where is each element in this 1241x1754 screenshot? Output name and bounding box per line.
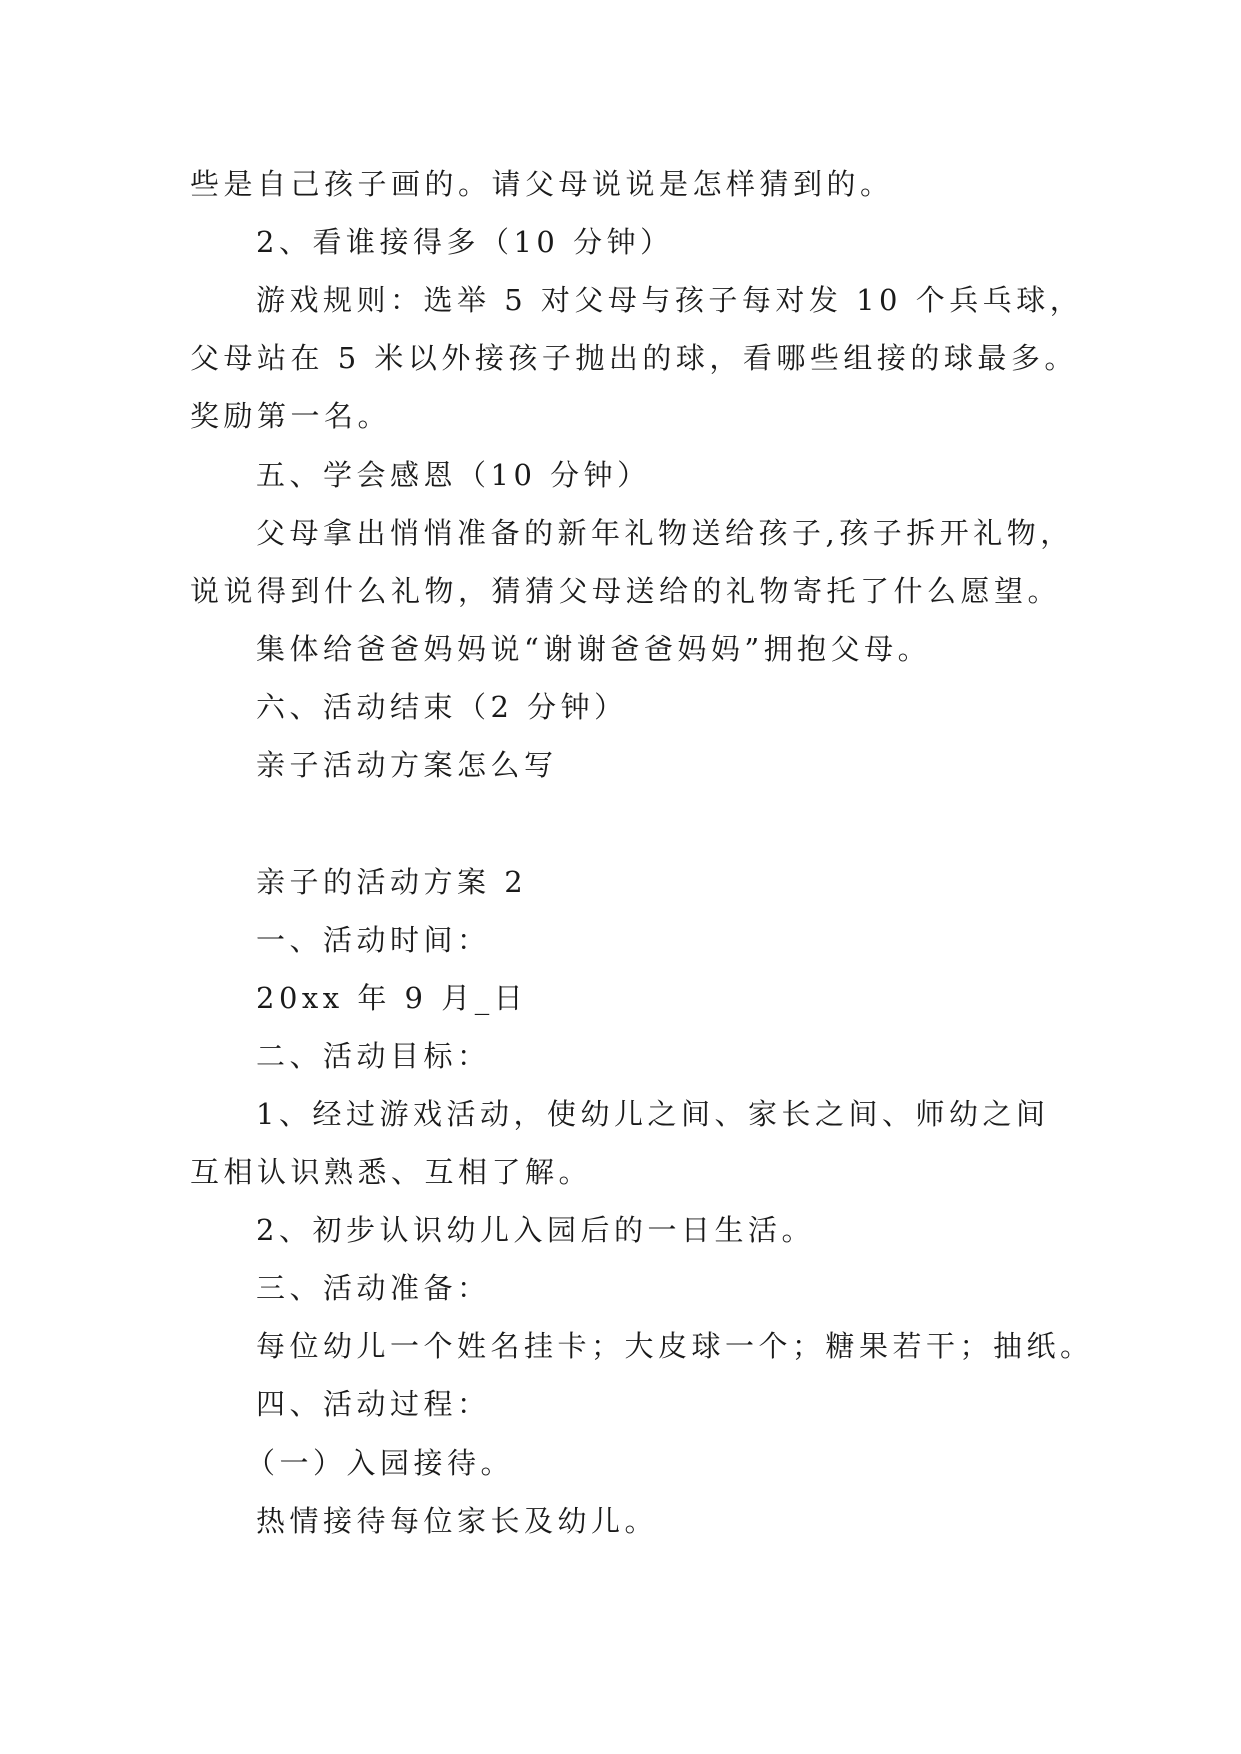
paragraph-line: 游戏规则：选举 5 对父母与孩子每对发 10 个兵乓球， xyxy=(256,283,1084,317)
paragraph-line: 亲子活动方案怎么写 xyxy=(256,748,558,782)
section-heading: 二、活动目标： xyxy=(256,1039,491,1073)
section-heading: 六、活动结束（2 分钟） xyxy=(256,690,628,724)
section-heading: 三、活动准备： xyxy=(256,1271,491,1305)
subsection-heading: （一）入园接待。 xyxy=(246,1446,515,1480)
section-heading: 四、活动过程： xyxy=(256,1387,491,1421)
document-title: 亲子的活动方案 2 xyxy=(256,865,528,899)
paragraph-line: 说说得到什么礼物，猜猜父母送给的礼物寄托了什么愿望。 xyxy=(190,574,1062,608)
paragraph-line: 父母拿出悄悄准备的新年礼物送给孩子,孩子拆开礼物， xyxy=(256,516,1074,550)
section-heading: 五、学会感恩（10 分钟） xyxy=(256,458,651,492)
paragraph-line: 每位幼儿一个姓名挂卡；大皮球一个；糖果若干；抽纸。 xyxy=(256,1329,1094,1363)
paragraph-line: 20xx 年 9 月_日 xyxy=(256,981,528,1015)
paragraph-line: 些是自己孩子画的。请父母说说是怎样猜到的。 xyxy=(190,167,894,201)
paragraph-line: 互相认识熟悉、互相了解。 xyxy=(190,1155,593,1189)
section-heading: 一、活动时间： xyxy=(256,923,491,957)
paragraph-line: 2、初步认识幼儿入园后的一日生活。 xyxy=(256,1213,815,1247)
paragraph-line: 2、看谁接得多（10 分钟） xyxy=(256,225,674,259)
paragraph-line: 父母站在 5 米以外接孩子抛出的球，看哪些组接的球最多。 xyxy=(190,341,1078,375)
paragraph-line: 1、经过游戏活动，使幼儿之间、家长之间、师幼之间 xyxy=(256,1097,1050,1131)
paragraph-line: 奖励第一名。 xyxy=(190,399,392,433)
paragraph-line: 集体给爸爸妈妈说“谢谢爸爸妈妈”拥抱父母。 xyxy=(256,632,932,666)
paragraph-line: 热情接待每位家长及幼儿。 xyxy=(256,1504,659,1538)
